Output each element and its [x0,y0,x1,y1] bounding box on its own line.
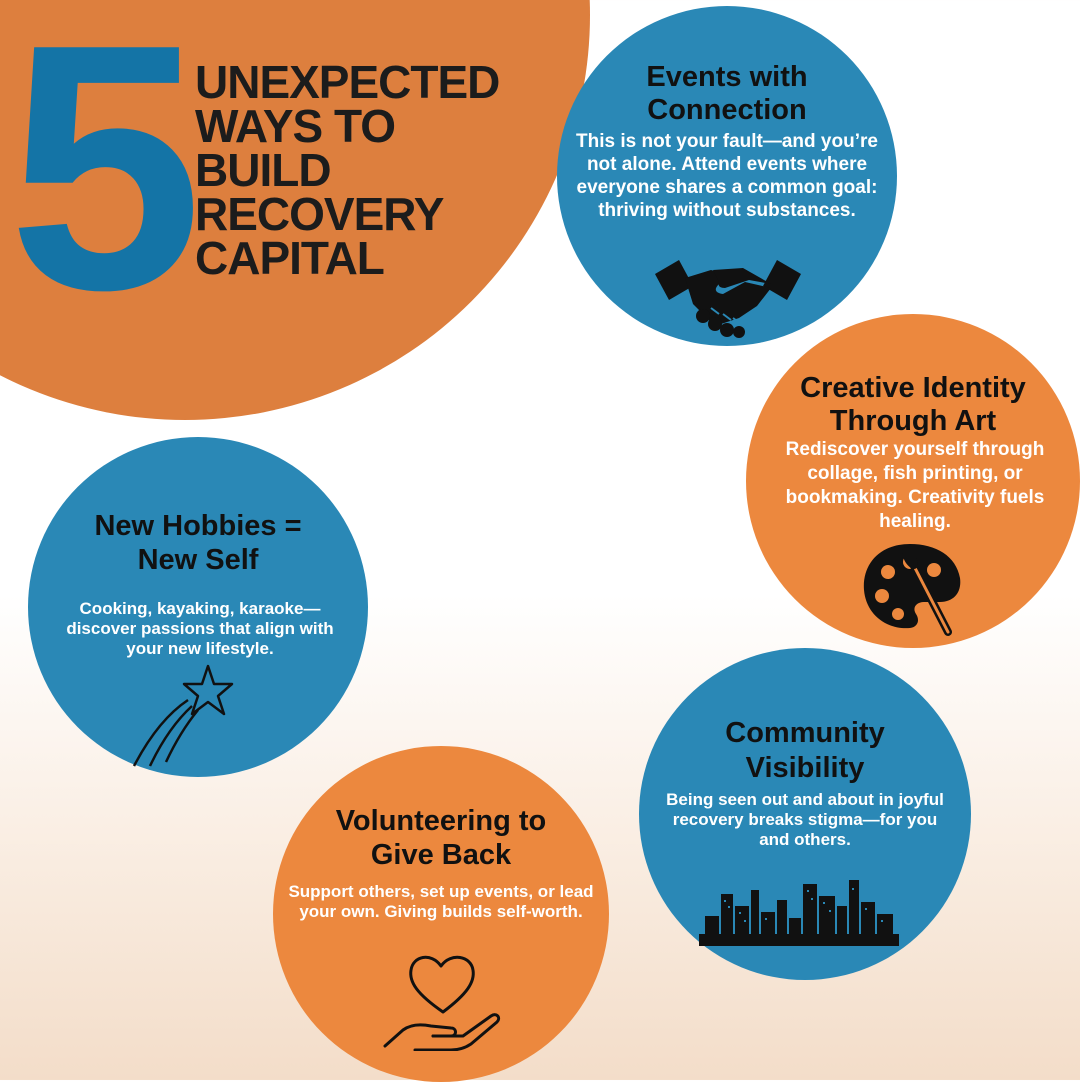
card-title-line: New Hobbies = [94,510,302,542]
card-title-line: Creative Identity [800,372,1026,404]
card-volunteering [273,746,609,1082]
card-title [273,804,609,872]
card-title [28,509,368,577]
card-title-line: Community [725,717,885,749]
headline [195,56,500,284]
card-events-with-connection [557,6,897,346]
card-community-visibility [639,648,971,980]
headline-number: 5 [8,0,203,363]
card-title [639,716,971,786]
card-title-line: New Self [137,544,259,576]
headline-line: UNEXPECTED [195,56,500,108]
card-body: This is not your fault—and you’re not alone. Attend events where everyone shares a common goal: thriving without substances. [576,131,878,221]
headline-line: BUILD [195,144,331,196]
city-skyline-icon [699,876,899,946]
card-body: Rediscover yourself through collage, fish printing, or bookmaking. Creativity fuels healing. [785,439,1045,532]
heart-in-hand-icon [381,946,501,1051]
card-title [557,61,897,127]
card-body: Being seen out and about in joyful recovery breaks stigma—for you and others. [666,790,944,849]
headline-line: WAYS TO [195,100,396,152]
handshake-icon [653,254,803,340]
card-title-line: Visibility [745,752,865,784]
card-creative-identity [746,314,1080,648]
card-new-hobbies [28,437,368,777]
shooting-star-icon [128,662,238,772]
card-title-line: Connection [647,94,807,126]
card-body: Cooking, kayaking, karaoke—discover passions that align with your new lifestyle. [66,599,334,658]
card-title-line: Through Art [829,405,997,437]
card-title-line: Give Back [370,839,512,871]
paint-palette-icon [858,538,968,638]
headline-line: RECOVERY [195,188,444,240]
card-title [746,372,1080,438]
card-title-line: Volunteering to [335,805,547,837]
card-title-line: Events with [646,61,808,93]
headline-line: CAPITAL [195,232,384,284]
card-body: Support others, set up events, or lead your own. Giving builds self-worth. [288,882,594,921]
